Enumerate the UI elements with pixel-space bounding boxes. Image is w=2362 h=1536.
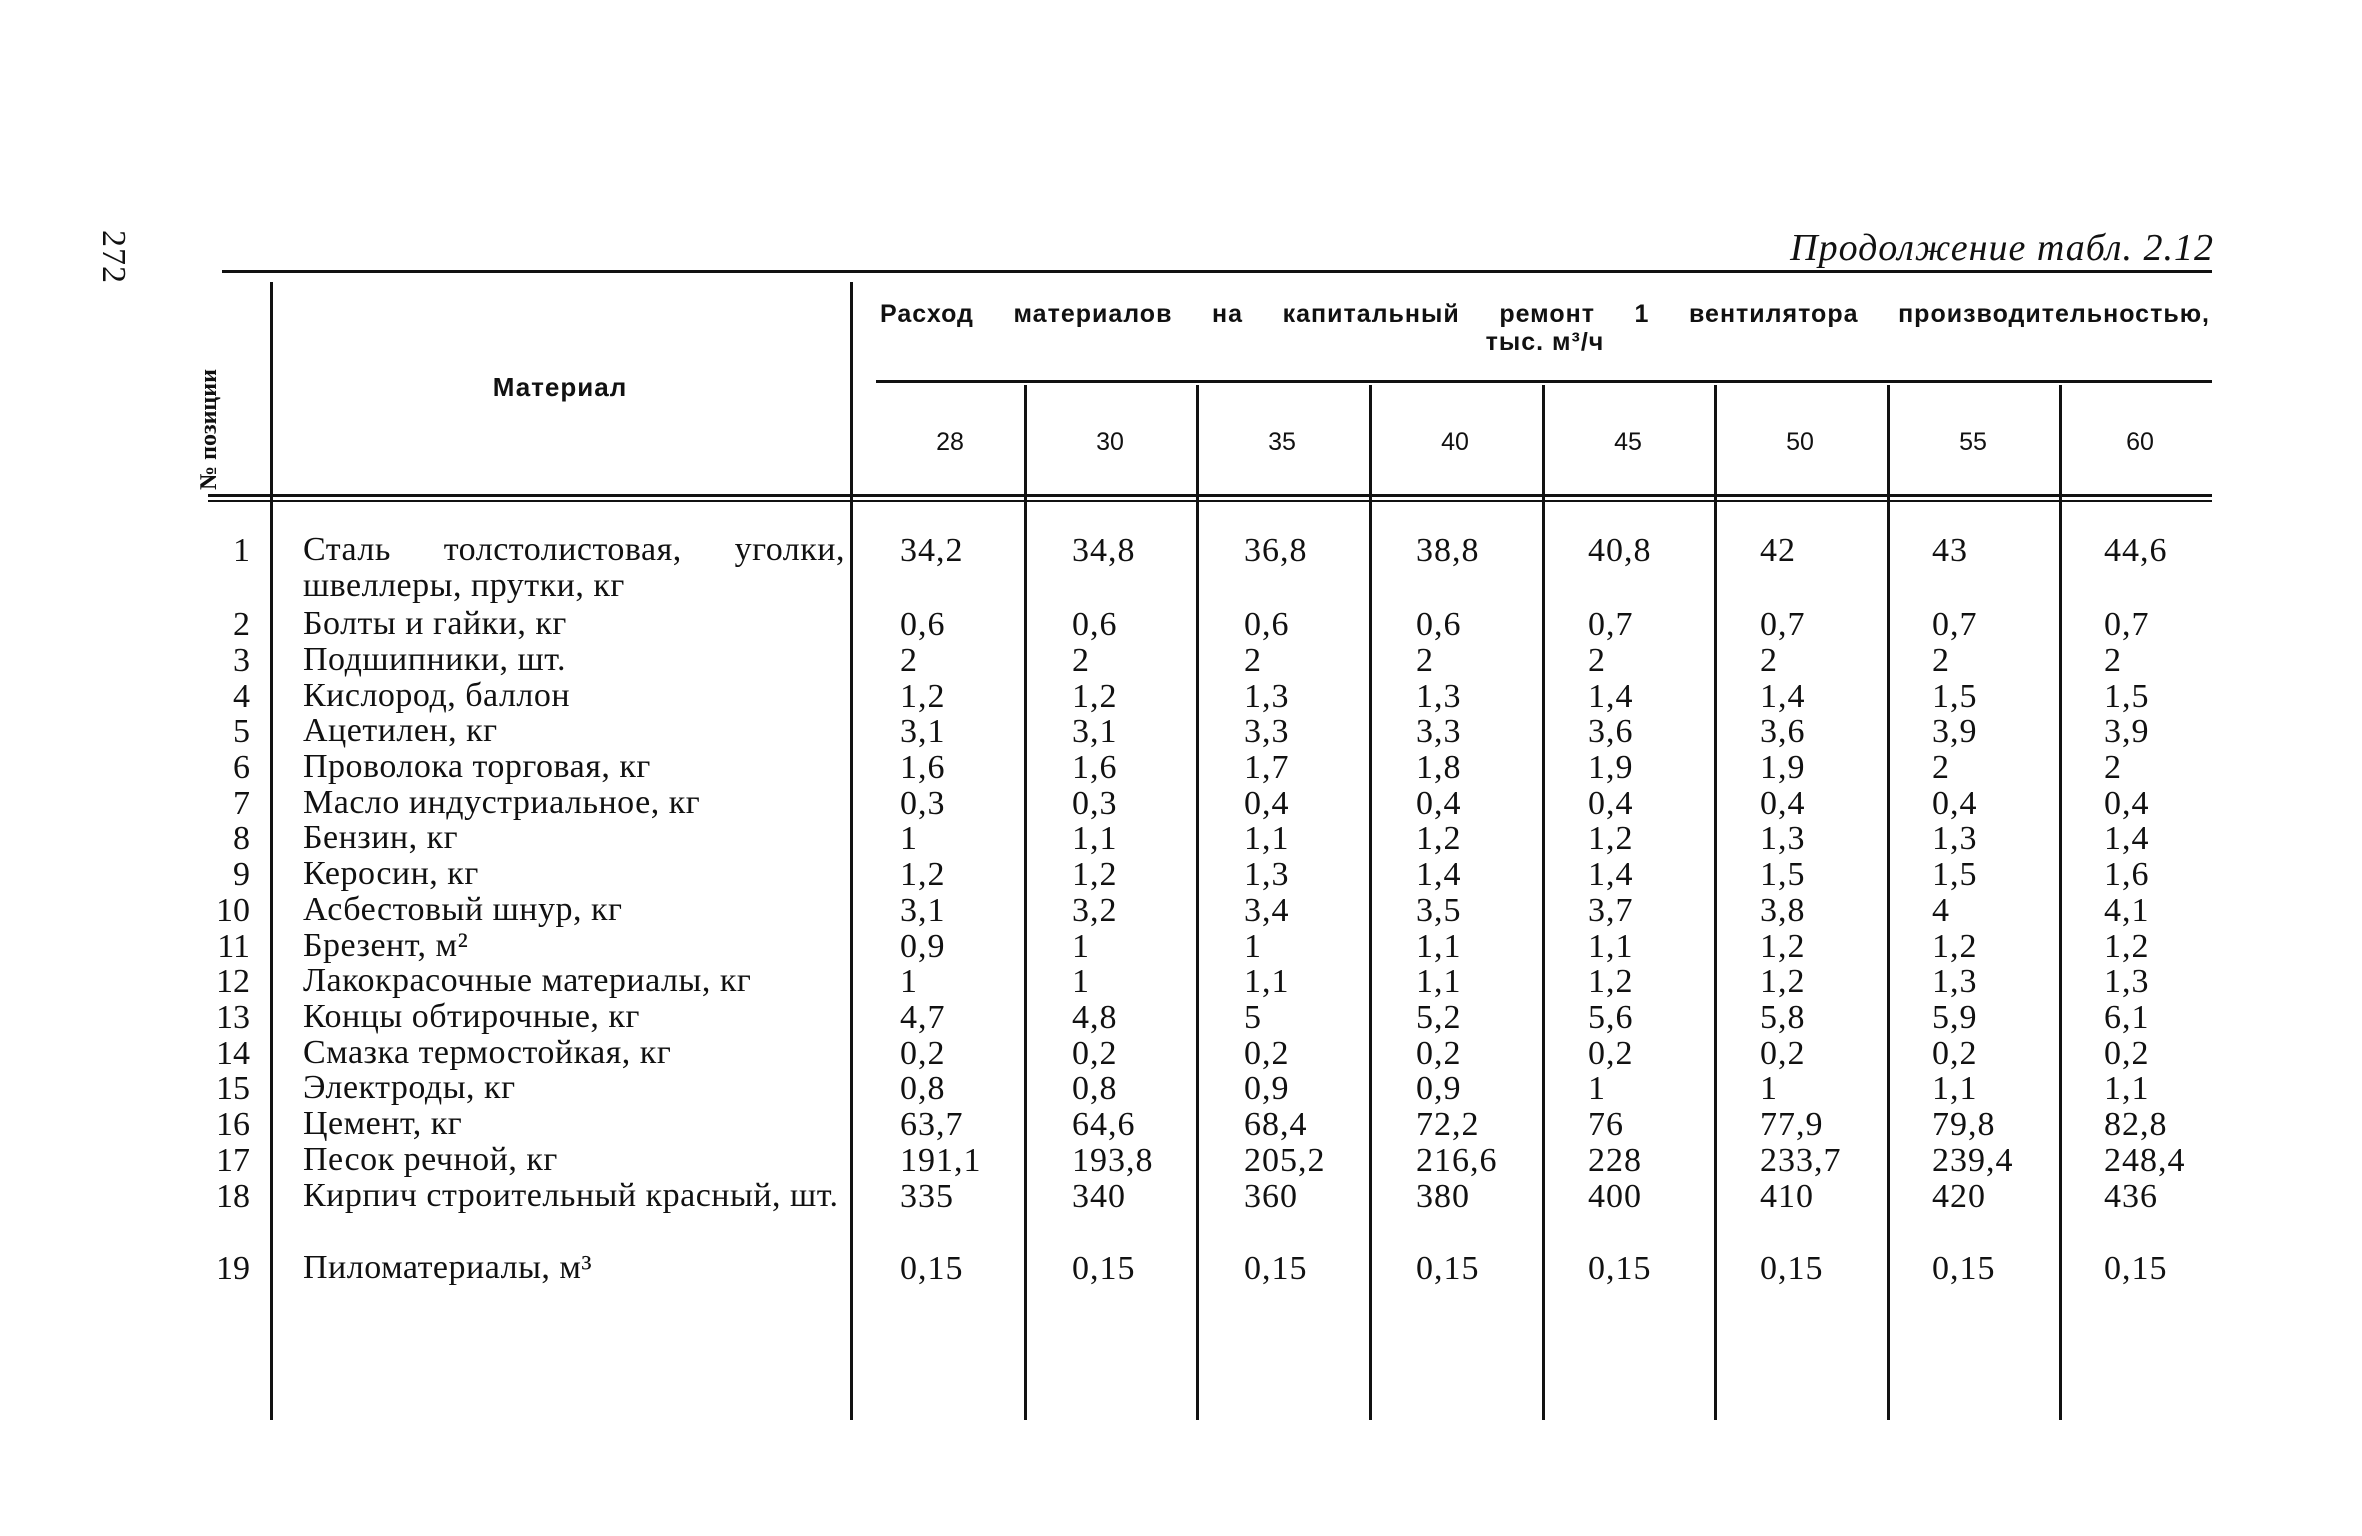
row-value-cell: 2 xyxy=(1760,642,1778,679)
row-position-number: 4 xyxy=(233,678,250,715)
row-value-cell: 0,2 xyxy=(900,1035,946,1072)
col-divider-45 xyxy=(1542,385,1545,1420)
row-value-cell: 0,4 xyxy=(1244,785,1290,822)
row-position-number: 15 xyxy=(216,1070,250,1107)
row-value-cell: 3,1 xyxy=(1072,713,1118,750)
row-value-cell: 191,1 xyxy=(900,1142,982,1179)
row-value-cell: 76 xyxy=(1588,1106,1624,1143)
header-bottom-rule xyxy=(208,494,2212,497)
row-value-cell: 1,1 xyxy=(1588,928,1634,965)
row-value-cell: 63,7 xyxy=(900,1106,964,1143)
row-value-cell: 360 xyxy=(1244,1178,1298,1215)
row-value-cell: 0,2 xyxy=(1244,1035,1290,1072)
row-value-cell: 1 xyxy=(1760,1070,1778,1107)
row-value-cell: 1,3 xyxy=(1244,856,1290,893)
group-header-rule xyxy=(876,380,2212,383)
row-value-cell: 1,8 xyxy=(1416,749,1462,786)
row-value-cell: 1,6 xyxy=(1072,749,1118,786)
row-value-cell: 3,1 xyxy=(900,892,946,929)
row-position-number: 10 xyxy=(216,892,250,929)
row-value-cell: 1 xyxy=(1072,928,1090,965)
consumption-group-header: Расход материалов на капитальный ремонт 1 вентилятора производительностью, xyxy=(880,300,2210,328)
row-value-cell: 77,9 xyxy=(1760,1106,1824,1143)
row-value-cell: 0,6 xyxy=(1072,606,1118,643)
row-material-name: Электроды, кг xyxy=(303,1069,516,1106)
row-value-cell: 340 xyxy=(1072,1178,1126,1215)
row-value-cell: 1 xyxy=(900,963,918,1000)
row-value-cell: 1,5 xyxy=(1760,856,1806,893)
row-position-number: 19 xyxy=(216,1250,250,1287)
row-position-number: 14 xyxy=(216,1035,250,1072)
row-value-cell: 1,3 xyxy=(1416,678,1462,715)
row-value-cell: 64,6 xyxy=(1072,1106,1136,1143)
row-value-cell: 1,2 xyxy=(1072,856,1118,893)
row-value-cell: 1,3 xyxy=(1932,963,1978,1000)
row-value-cell: 2 xyxy=(2104,642,2122,679)
row-value-cell: 1,1 xyxy=(2104,1070,2150,1107)
row-value-cell: 38,8 xyxy=(1416,532,1480,569)
col-divider-40 xyxy=(1369,385,1372,1420)
row-value-cell: 4 xyxy=(1932,892,1950,929)
row-value-cell: 1,2 xyxy=(900,678,946,715)
row-value-cell: 380 xyxy=(1416,1178,1470,1215)
row-value-cell: 2 xyxy=(1932,749,1950,786)
col-divider-35 xyxy=(1196,385,1199,1420)
header-bottom-rule-2 xyxy=(208,500,2212,502)
row-value-cell: 36,8 xyxy=(1244,532,1308,569)
row-material-name: Пиломатериалы, м³ xyxy=(303,1249,593,1286)
row-value-cell: 42 xyxy=(1760,532,1796,569)
row-material-name: Брезент, м² xyxy=(303,927,469,964)
row-value-cell: 335 xyxy=(900,1178,954,1215)
top-rule xyxy=(222,270,2212,273)
row-value-cell: 1,2 xyxy=(1588,963,1634,1000)
row-value-cell: 0,15 xyxy=(900,1250,964,1287)
row-value-cell: 3,5 xyxy=(1416,892,1462,929)
col-divider-55 xyxy=(1887,385,1890,1420)
row-material-name: Ацетилен, кг xyxy=(303,712,498,749)
row-value-cell: 1,2 xyxy=(1760,963,1806,1000)
row-value-cell: 436 xyxy=(2104,1178,2158,1215)
row-position-number: 8 xyxy=(233,820,250,857)
row-position-number: 18 xyxy=(216,1178,250,1215)
row-value-cell: 0,8 xyxy=(1072,1070,1118,1107)
row-value-cell: 0,6 xyxy=(900,606,946,643)
row-value-cell: 1,7 xyxy=(1244,749,1290,786)
col-divider-material xyxy=(850,282,853,1420)
capacity-header-50: 50 xyxy=(1786,428,1814,456)
row-value-cell: 82,8 xyxy=(2104,1106,2168,1143)
row-position-number: 12 xyxy=(216,963,250,1000)
row-material-name: Цемент, кг xyxy=(303,1105,463,1142)
row-value-cell: 3,2 xyxy=(1072,892,1118,929)
row-value-cell: 43 xyxy=(1932,532,1968,569)
row-value-cell: 3,6 xyxy=(1760,713,1806,750)
row-value-cell: 1,4 xyxy=(1760,678,1806,715)
row-value-cell: 0,9 xyxy=(1244,1070,1290,1107)
row-value-cell: 68,4 xyxy=(1244,1106,1308,1143)
row-value-cell: 1 xyxy=(1072,963,1090,1000)
row-material-name: Подшипники, шт. xyxy=(303,641,567,678)
col-divider-30 xyxy=(1024,385,1027,1420)
row-value-cell: 1,2 xyxy=(1588,820,1634,857)
row-position-number: 2 xyxy=(233,606,250,643)
row-value-cell: 1,9 xyxy=(1588,749,1634,786)
row-value-cell: 1 xyxy=(1244,928,1262,965)
row-value-cell: 0,15 xyxy=(1932,1250,1996,1287)
position-column-header: № позиции xyxy=(196,369,222,490)
row-value-cell: 0,9 xyxy=(1416,1070,1462,1107)
row-value-cell: 0,4 xyxy=(1760,785,1806,822)
row-material-name: Болты и гайки, кг xyxy=(303,605,567,642)
row-value-cell: 44,6 xyxy=(2104,532,2168,569)
col-divider-50 xyxy=(1714,385,1717,1420)
row-material-name: Лакокрасочные материалы, кг xyxy=(303,962,752,999)
row-material-name: Бензин, кг xyxy=(303,819,459,856)
consumption-group-unit: тыс. м³/ч xyxy=(1485,328,1605,356)
row-value-cell: 1,5 xyxy=(2104,678,2150,715)
row-value-cell: 1,3 xyxy=(1932,820,1978,857)
row-value-cell: 0,7 xyxy=(1588,606,1634,643)
row-value-cell: 3,9 xyxy=(1932,713,1978,750)
row-value-cell: 1,9 xyxy=(1760,749,1806,786)
row-value-cell: 1,6 xyxy=(900,749,946,786)
row-value-cell: 1,1 xyxy=(1416,963,1462,1000)
row-material-name: Масло индустриальное, кг xyxy=(303,784,701,821)
row-value-cell: 1,4 xyxy=(1416,856,1462,893)
row-value-cell: 1,2 xyxy=(2104,928,2150,965)
row-value-cell: 0,2 xyxy=(1588,1035,1634,1072)
row-material-name: Кирпич строительный красный, шт. xyxy=(303,1177,839,1214)
row-value-cell: 2 xyxy=(1932,642,1950,679)
row-position-number: 9 xyxy=(233,856,250,893)
row-value-cell: 0,8 xyxy=(900,1070,946,1107)
row-value-cell: 1 xyxy=(900,820,918,857)
row-value-cell: 193,8 xyxy=(1072,1142,1154,1179)
row-value-cell: 1,1 xyxy=(1416,928,1462,965)
row-value-cell: 0,3 xyxy=(900,785,946,822)
capacity-header-40: 40 xyxy=(1441,428,1469,456)
row-value-cell: 1,1 xyxy=(1932,1070,1978,1107)
row-position-number: 11 xyxy=(217,928,250,965)
row-position-number: 3 xyxy=(233,642,250,679)
row-material-name: Керосин, кг xyxy=(303,855,479,892)
row-value-cell: 228 xyxy=(1588,1142,1642,1179)
row-value-cell: 72,2 xyxy=(1416,1106,1480,1143)
row-value-cell: 0,7 xyxy=(2104,606,2150,643)
page-number: 272 xyxy=(95,230,132,284)
row-position-number: 13 xyxy=(216,999,250,1036)
row-value-cell: 4,8 xyxy=(1072,999,1118,1036)
row-value-cell: 1,4 xyxy=(1588,678,1634,715)
row-position-number: 1 xyxy=(233,532,250,569)
row-value-cell: 0,15 xyxy=(2104,1250,2168,1287)
row-value-cell: 1,2 xyxy=(900,856,946,893)
row-value-cell: 0,4 xyxy=(1932,785,1978,822)
row-value-cell: 3,8 xyxy=(1760,892,1806,929)
row-value-cell: 248,4 xyxy=(2104,1142,2186,1179)
row-value-cell: 0,15 xyxy=(1244,1250,1308,1287)
material-column-header: Материал xyxy=(492,372,628,402)
row-value-cell: 3,7 xyxy=(1588,892,1634,929)
row-value-cell: 4,1 xyxy=(2104,892,2150,929)
row-material-name: Смазка термостойкая, кг xyxy=(303,1034,672,1071)
row-value-cell: 1,3 xyxy=(1244,678,1290,715)
row-material-name: Сталь толстолистовая, уголки, швеллеры, прутки, кг xyxy=(303,531,845,604)
row-value-cell: 0,2 xyxy=(1416,1035,1462,1072)
row-value-cell: 1,2 xyxy=(1416,820,1462,857)
row-value-cell: 0,6 xyxy=(1244,606,1290,643)
row-value-cell: 3,4 xyxy=(1244,892,1290,929)
row-value-cell: 3,9 xyxy=(2104,713,2150,750)
row-value-cell: 1,5 xyxy=(1932,678,1978,715)
capacity-header-45: 45 xyxy=(1614,428,1642,456)
row-value-cell: 2 xyxy=(1244,642,1262,679)
row-value-cell: 1,6 xyxy=(2104,856,2150,893)
row-material-name: Кислород, баллон xyxy=(303,677,571,714)
row-value-cell: 1,2 xyxy=(1932,928,1978,965)
row-material-name: Песок речной, кг xyxy=(303,1141,558,1178)
row-value-cell: 5,9 xyxy=(1932,999,1978,1036)
row-value-cell: 0,4 xyxy=(2104,785,2150,822)
row-value-cell: 0,4 xyxy=(1416,785,1462,822)
row-value-cell: 233,7 xyxy=(1760,1142,1842,1179)
row-value-cell: 2 xyxy=(900,642,918,679)
row-value-cell: 0,3 xyxy=(1072,785,1118,822)
row-value-cell: 0,15 xyxy=(1588,1250,1652,1287)
col-divider-60 xyxy=(2059,385,2062,1420)
capacity-header-35: 35 xyxy=(1268,428,1296,456)
row-position-number: 5 xyxy=(233,713,250,750)
row-value-cell: 0,7 xyxy=(1932,606,1978,643)
capacity-header-55: 55 xyxy=(1959,428,1987,456)
row-value-cell: 1,1 xyxy=(1244,820,1290,857)
capacity-header-28: 28 xyxy=(936,428,964,456)
table-caption: Продолжение табл. 2.12 xyxy=(1790,227,2214,269)
row-value-cell: 410 xyxy=(1760,1178,1814,1215)
row-value-cell: 216,6 xyxy=(1416,1142,1498,1179)
row-value-cell: 1,3 xyxy=(1760,820,1806,857)
row-value-cell: 0,9 xyxy=(900,928,946,965)
row-material-name: Проволока торговая, кг xyxy=(303,748,651,785)
row-value-cell: 1,2 xyxy=(1072,678,1118,715)
row-value-cell: 34,2 xyxy=(900,532,964,569)
row-position-number: 6 xyxy=(233,749,250,786)
row-value-cell: 0,15 xyxy=(1072,1250,1136,1287)
row-value-cell: 0,2 xyxy=(2104,1035,2150,1072)
row-value-cell: 400 xyxy=(1588,1178,1642,1215)
row-value-cell: 5,2 xyxy=(1416,999,1462,1036)
row-value-cell: 2 xyxy=(1416,642,1434,679)
row-value-cell: 5 xyxy=(1244,999,1262,1036)
row-material-name: Асбестовый шнур, кг xyxy=(303,891,623,928)
col-divider-position xyxy=(270,282,273,1420)
row-value-cell: 2 xyxy=(1072,642,1090,679)
row-value-cell: 40,8 xyxy=(1588,532,1652,569)
row-value-cell: 1,2 xyxy=(1760,928,1806,965)
row-value-cell: 3,6 xyxy=(1588,713,1634,750)
row-value-cell: 0,7 xyxy=(1760,606,1806,643)
row-value-cell: 3,1 xyxy=(900,713,946,750)
row-position-number: 16 xyxy=(216,1106,250,1143)
capacity-header-30: 30 xyxy=(1096,428,1124,456)
row-material-name: Концы обтирочные, кг xyxy=(303,998,640,1035)
row-value-cell: 0,2 xyxy=(1760,1035,1806,1072)
row-value-cell: 0,6 xyxy=(1416,606,1462,643)
row-value-cell: 6,1 xyxy=(2104,999,2150,1036)
row-value-cell: 3,3 xyxy=(1244,713,1290,750)
capacity-header-60: 60 xyxy=(2126,428,2154,456)
row-value-cell: 1 xyxy=(1588,1070,1606,1107)
row-value-cell: 5,8 xyxy=(1760,999,1806,1036)
row-position-number: 17 xyxy=(216,1142,250,1179)
row-value-cell: 1,4 xyxy=(1588,856,1634,893)
row-value-cell: 4,7 xyxy=(900,999,946,1036)
row-value-cell: 205,2 xyxy=(1244,1142,1326,1179)
row-value-cell: 2 xyxy=(2104,749,2122,786)
row-value-cell: 0,15 xyxy=(1416,1250,1480,1287)
row-value-cell: 1,1 xyxy=(1244,963,1290,1000)
row-value-cell: 0,4 xyxy=(1588,785,1634,822)
row-value-cell: 34,8 xyxy=(1072,532,1136,569)
row-value-cell: 1,4 xyxy=(2104,820,2150,857)
row-value-cell: 5,6 xyxy=(1588,999,1634,1036)
row-value-cell: 1,5 xyxy=(1932,856,1978,893)
row-value-cell: 0,2 xyxy=(1072,1035,1118,1072)
row-value-cell: 3,3 xyxy=(1416,713,1462,750)
row-position-number: 7 xyxy=(233,785,250,822)
row-value-cell: 239,4 xyxy=(1932,1142,2014,1179)
row-value-cell: 2 xyxy=(1588,642,1606,679)
row-value-cell: 1,3 xyxy=(2104,963,2150,1000)
row-value-cell: 0,15 xyxy=(1760,1250,1824,1287)
row-value-cell: 420 xyxy=(1932,1178,1986,1215)
row-value-cell: 0,2 xyxy=(1932,1035,1978,1072)
row-value-cell: 1,1 xyxy=(1072,820,1118,857)
row-value-cell: 79,8 xyxy=(1932,1106,1996,1143)
